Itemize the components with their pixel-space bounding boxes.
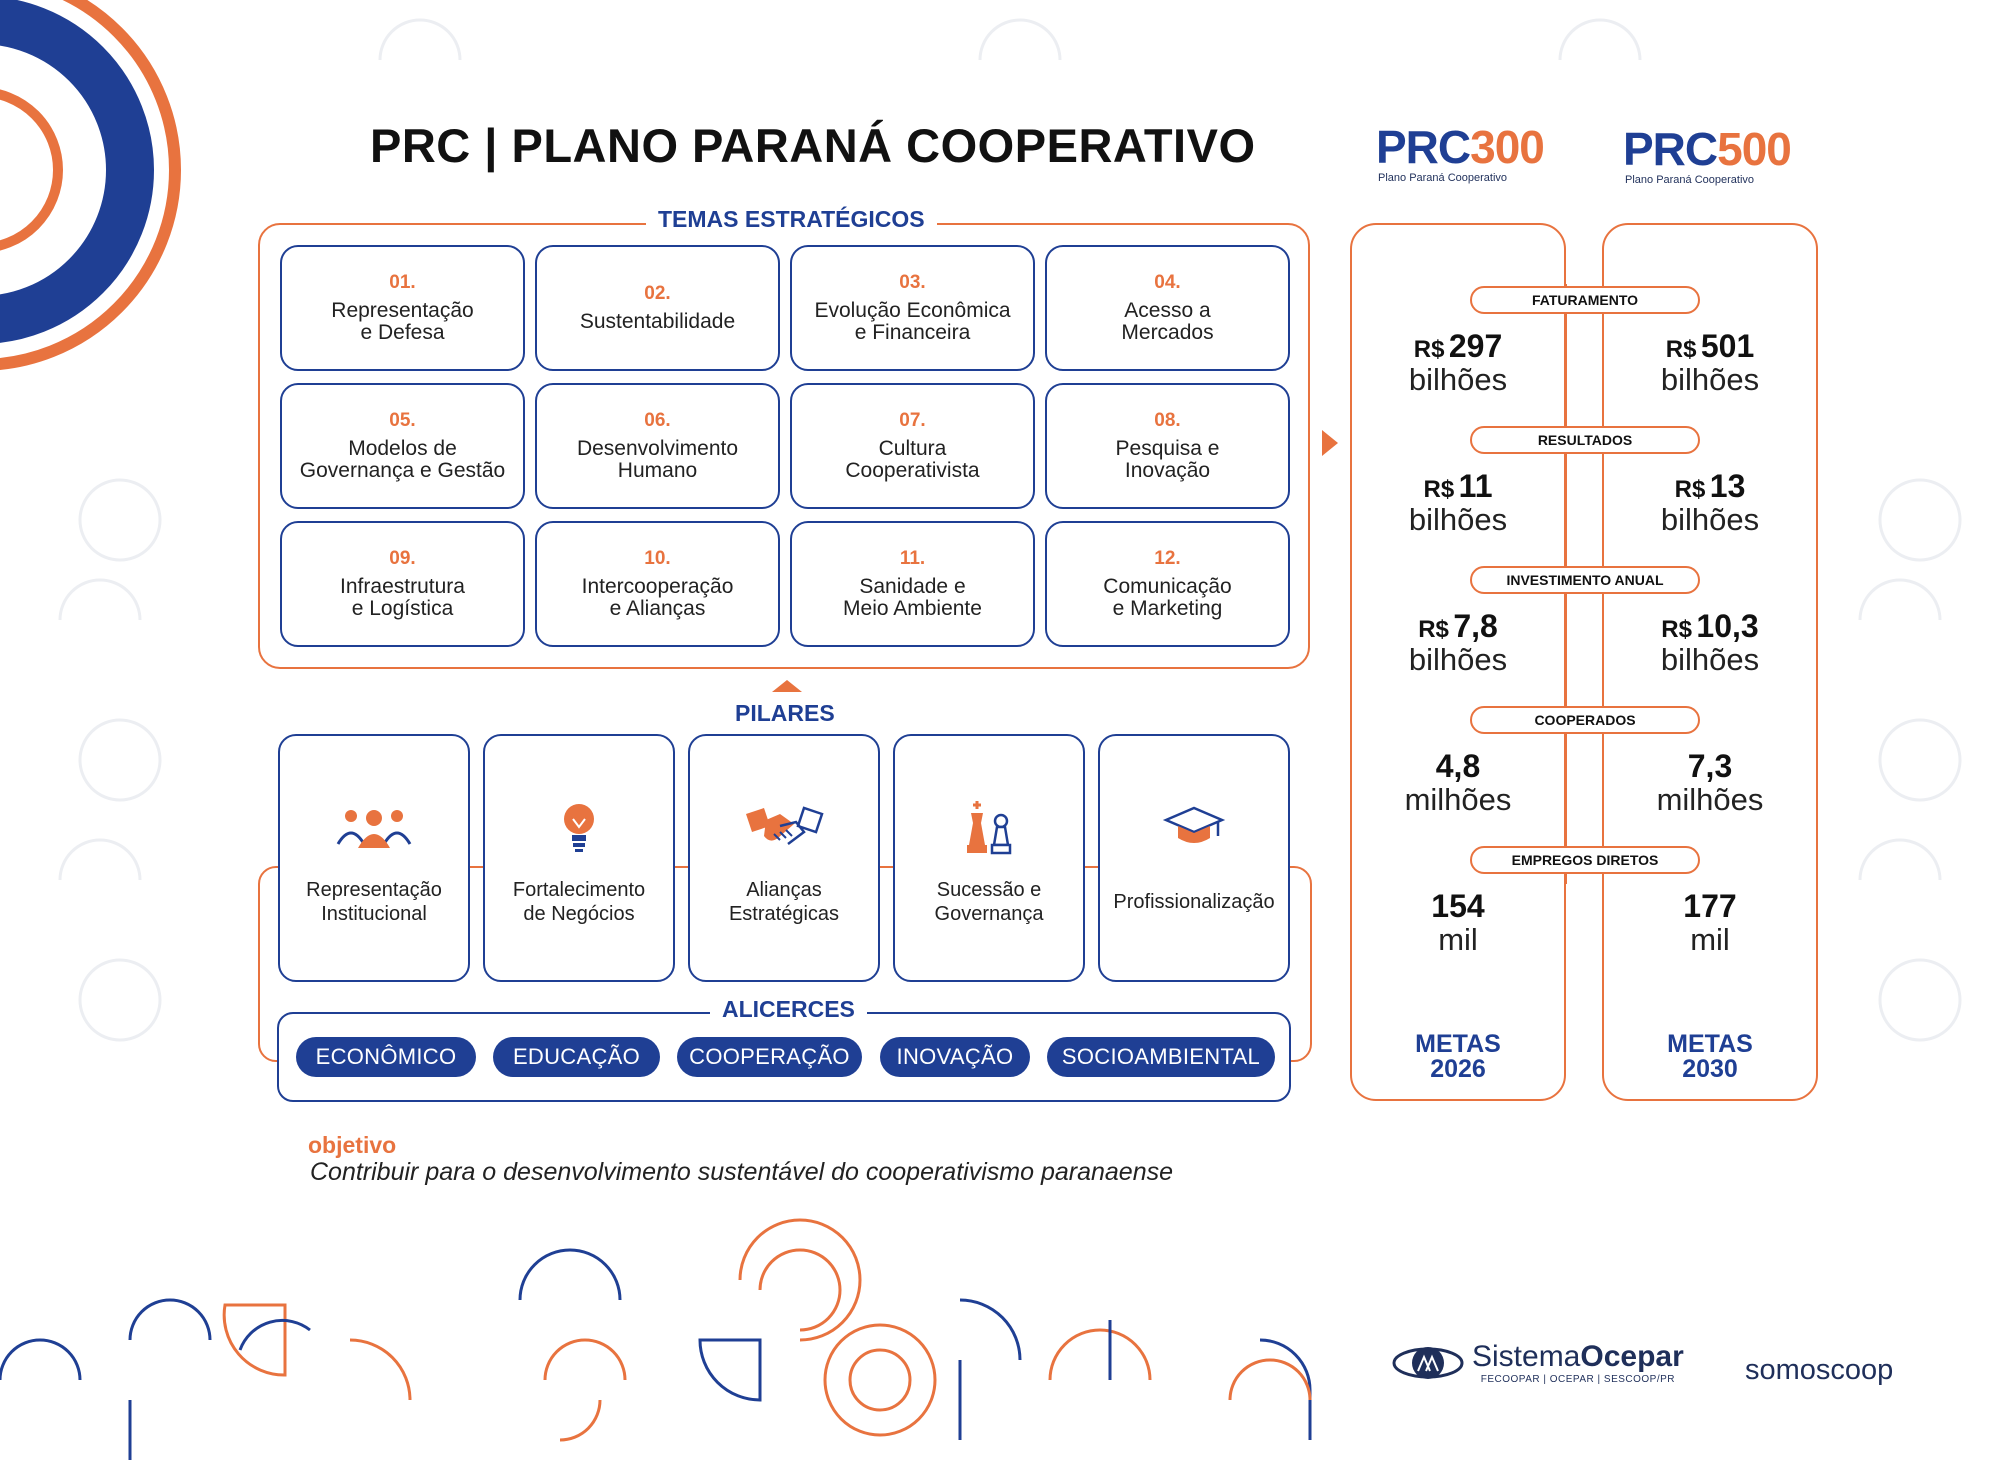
meta-unit: milhões xyxy=(1404,782,1512,817)
pilares-heading: PILARES xyxy=(727,700,843,727)
tema-number: 01. xyxy=(389,271,416,293)
tema-card-12 xyxy=(1045,521,1290,647)
tema-card-7 xyxy=(790,383,1035,509)
meta-number: 11 xyxy=(1458,468,1493,504)
arrow-right-icon xyxy=(1322,430,1338,456)
meta-value xyxy=(1602,470,1818,535)
tema-number: 06. xyxy=(644,409,671,431)
cat-empregos-diretos: EMPREGOS DIRETOS xyxy=(1470,846,1700,874)
currency-prefix: R$ xyxy=(1423,476,1455,503)
alicerce-socioambiental: SOCIOAMBIENTAL xyxy=(1047,1037,1275,1077)
meta-number: 7,3 xyxy=(1687,748,1733,784)
meta-value xyxy=(1350,470,1566,535)
tema-number: 07. xyxy=(899,409,926,431)
tema-number: 04. xyxy=(1154,271,1181,293)
pilar-label: Representação Institucional xyxy=(306,879,442,925)
tema-number: 09. xyxy=(389,547,416,569)
handshake-icon xyxy=(690,798,878,858)
tema-number: 05. xyxy=(389,409,416,431)
meta-unit: milhões xyxy=(1656,782,1764,817)
meta-value xyxy=(1350,750,1566,815)
meta-value xyxy=(1350,890,1566,955)
meta-number: 501 xyxy=(1700,328,1755,364)
tema-label: Acesso a Mercados xyxy=(1121,298,1214,344)
tema-card-5 xyxy=(280,383,525,509)
tema-label: Evolução Econômica e Financeira xyxy=(814,298,1011,344)
tema-number: 03. xyxy=(899,271,926,293)
meta-unit: mil xyxy=(1438,922,1478,957)
tema-card-4 xyxy=(1045,245,1290,371)
tema-label: Infraestrutura e Logística xyxy=(340,574,465,620)
chess-pieces-icon xyxy=(895,798,1083,858)
meta-number: 7,8 xyxy=(1453,608,1498,644)
meta-number: 10,3 xyxy=(1696,608,1759,644)
temas-heading: TEMAS ESTRATÉGICOS xyxy=(646,206,937,233)
somoscoop-logo: somoscoop xyxy=(1745,1354,1894,1386)
objetivo-label: objetivo xyxy=(308,1132,397,1158)
alicerces-heading: ALICERCES xyxy=(710,996,867,1023)
objetivo-text: Contribuir para o desenvolvimento sustentável do cooperativismo paranaense xyxy=(310,1158,1174,1186)
tema-label: Representação e Defesa xyxy=(331,298,474,344)
tema-card-3 xyxy=(790,245,1035,371)
tema-label: Cultura Cooperativista xyxy=(845,436,980,482)
graduation-cap-icon xyxy=(1100,798,1288,858)
meta-unit: bilhões xyxy=(1408,502,1508,537)
arrow-up-icon xyxy=(772,680,802,692)
meta-number: 297 xyxy=(1448,328,1503,364)
tema-card-11 xyxy=(790,521,1035,647)
meta-value xyxy=(1350,610,1566,675)
alicerce-educacao: EDUCAÇÃO xyxy=(493,1037,660,1077)
meta-value xyxy=(1602,750,1818,815)
meta-unit: bilhões xyxy=(1660,502,1760,537)
meta-number: 13 xyxy=(1709,468,1746,504)
tema-card-10 xyxy=(535,521,780,647)
pilar-sucessao xyxy=(893,734,1085,982)
meta-value xyxy=(1602,330,1818,395)
currency-prefix: R$ xyxy=(1674,476,1706,503)
pilar-aliancas xyxy=(688,734,880,982)
page-title: PRC | PLANO PARANÁ COOPERATIVO xyxy=(370,119,1256,172)
tema-card-2 xyxy=(535,245,780,371)
meta-number: 177 xyxy=(1683,888,1737,924)
tema-number: 12. xyxy=(1154,547,1181,569)
meta-number: 154 xyxy=(1431,888,1485,924)
pilar-representacao xyxy=(278,734,470,982)
alicerce-inovacao: INOVAÇÃO xyxy=(880,1037,1030,1077)
cat-investimento-anual: INVESTIMENTO ANUAL xyxy=(1470,566,1700,594)
tema-label: Sustentabilidade xyxy=(579,309,736,333)
pilar-fortalecimento xyxy=(483,734,675,982)
pilar-label: Sucessão e Governança xyxy=(934,879,1044,925)
meta-unit: bilhões xyxy=(1660,642,1760,677)
meta-unit: bilhões xyxy=(1408,362,1508,397)
metas-2030-label: METAS 2030 xyxy=(1667,1030,1753,1083)
pilar-label: Profissionalização xyxy=(1113,891,1275,913)
tema-label: Comunicação e Marketing xyxy=(1103,574,1232,620)
alicerce-economico: ECONÔMICO xyxy=(296,1037,476,1077)
tema-label: Intercooperação e Alianças xyxy=(581,574,734,620)
sistema-ocepar-logo: SistemaOcepar FECOOPAR | OCEPAR | SESCOOP/PR xyxy=(1390,1340,1684,1385)
alicerce-cooperacao: COOPERAÇÃO xyxy=(677,1037,862,1077)
meta-unit: bilhões xyxy=(1660,362,1760,397)
tema-number: 08. xyxy=(1154,409,1181,431)
cat-cooperados: COOPERADOS xyxy=(1470,706,1700,734)
tema-number: 10. xyxy=(644,547,671,569)
cat-faturamento: FATURAMENTO xyxy=(1470,286,1700,314)
prc500-logo: PRC500 Plano Paraná Cooperativo xyxy=(1623,123,1791,186)
tema-card-8 xyxy=(1045,383,1290,509)
meta-value xyxy=(1602,610,1818,675)
cat-resultados: RESULTADOS xyxy=(1470,426,1700,454)
metas-2026-label: METAS 2026 xyxy=(1415,1030,1501,1083)
meta-value xyxy=(1602,890,1818,955)
tema-label: Pesquisa e Inovação xyxy=(1115,436,1220,482)
lightbulb-icon xyxy=(485,798,673,858)
meta-unit: bilhões xyxy=(1408,642,1508,677)
currency-prefix: R$ xyxy=(1665,336,1697,363)
pilar-label: Fortalecimento de Negócios xyxy=(512,879,646,925)
tema-number: 02. xyxy=(644,282,671,304)
currency-prefix: R$ xyxy=(1418,616,1449,643)
tema-label: Sanidade e Meio Ambiente xyxy=(843,574,982,620)
currency-prefix: R$ xyxy=(1413,336,1445,363)
meta-value xyxy=(1350,330,1566,395)
prc300-logo: PRC300 Plano Paraná Cooperativo xyxy=(1376,121,1544,184)
people-group-icon xyxy=(280,798,468,858)
currency-prefix: R$ xyxy=(1661,616,1692,643)
meta-number: 4,8 xyxy=(1435,748,1481,784)
tema-label: Desenvolvimento Humano xyxy=(576,436,739,482)
pilar-profissionalizacao xyxy=(1098,734,1290,982)
meta-unit: mil xyxy=(1690,922,1730,957)
ocepar-emblem-icon xyxy=(1390,1341,1466,1385)
tema-card-1 xyxy=(280,245,525,371)
logo-subtitle: Plano Paraná Cooperativo xyxy=(1378,172,1508,184)
tema-card-6 xyxy=(535,383,780,509)
pilar-label: Alianças Estratégicas xyxy=(728,879,840,925)
logo-subtitle: Plano Paraná Cooperativo xyxy=(1625,174,1755,186)
tema-card-9 xyxy=(280,521,525,647)
tema-number: 11. xyxy=(899,547,926,569)
tema-label: Modelos de Governança e Gestão xyxy=(299,436,506,482)
